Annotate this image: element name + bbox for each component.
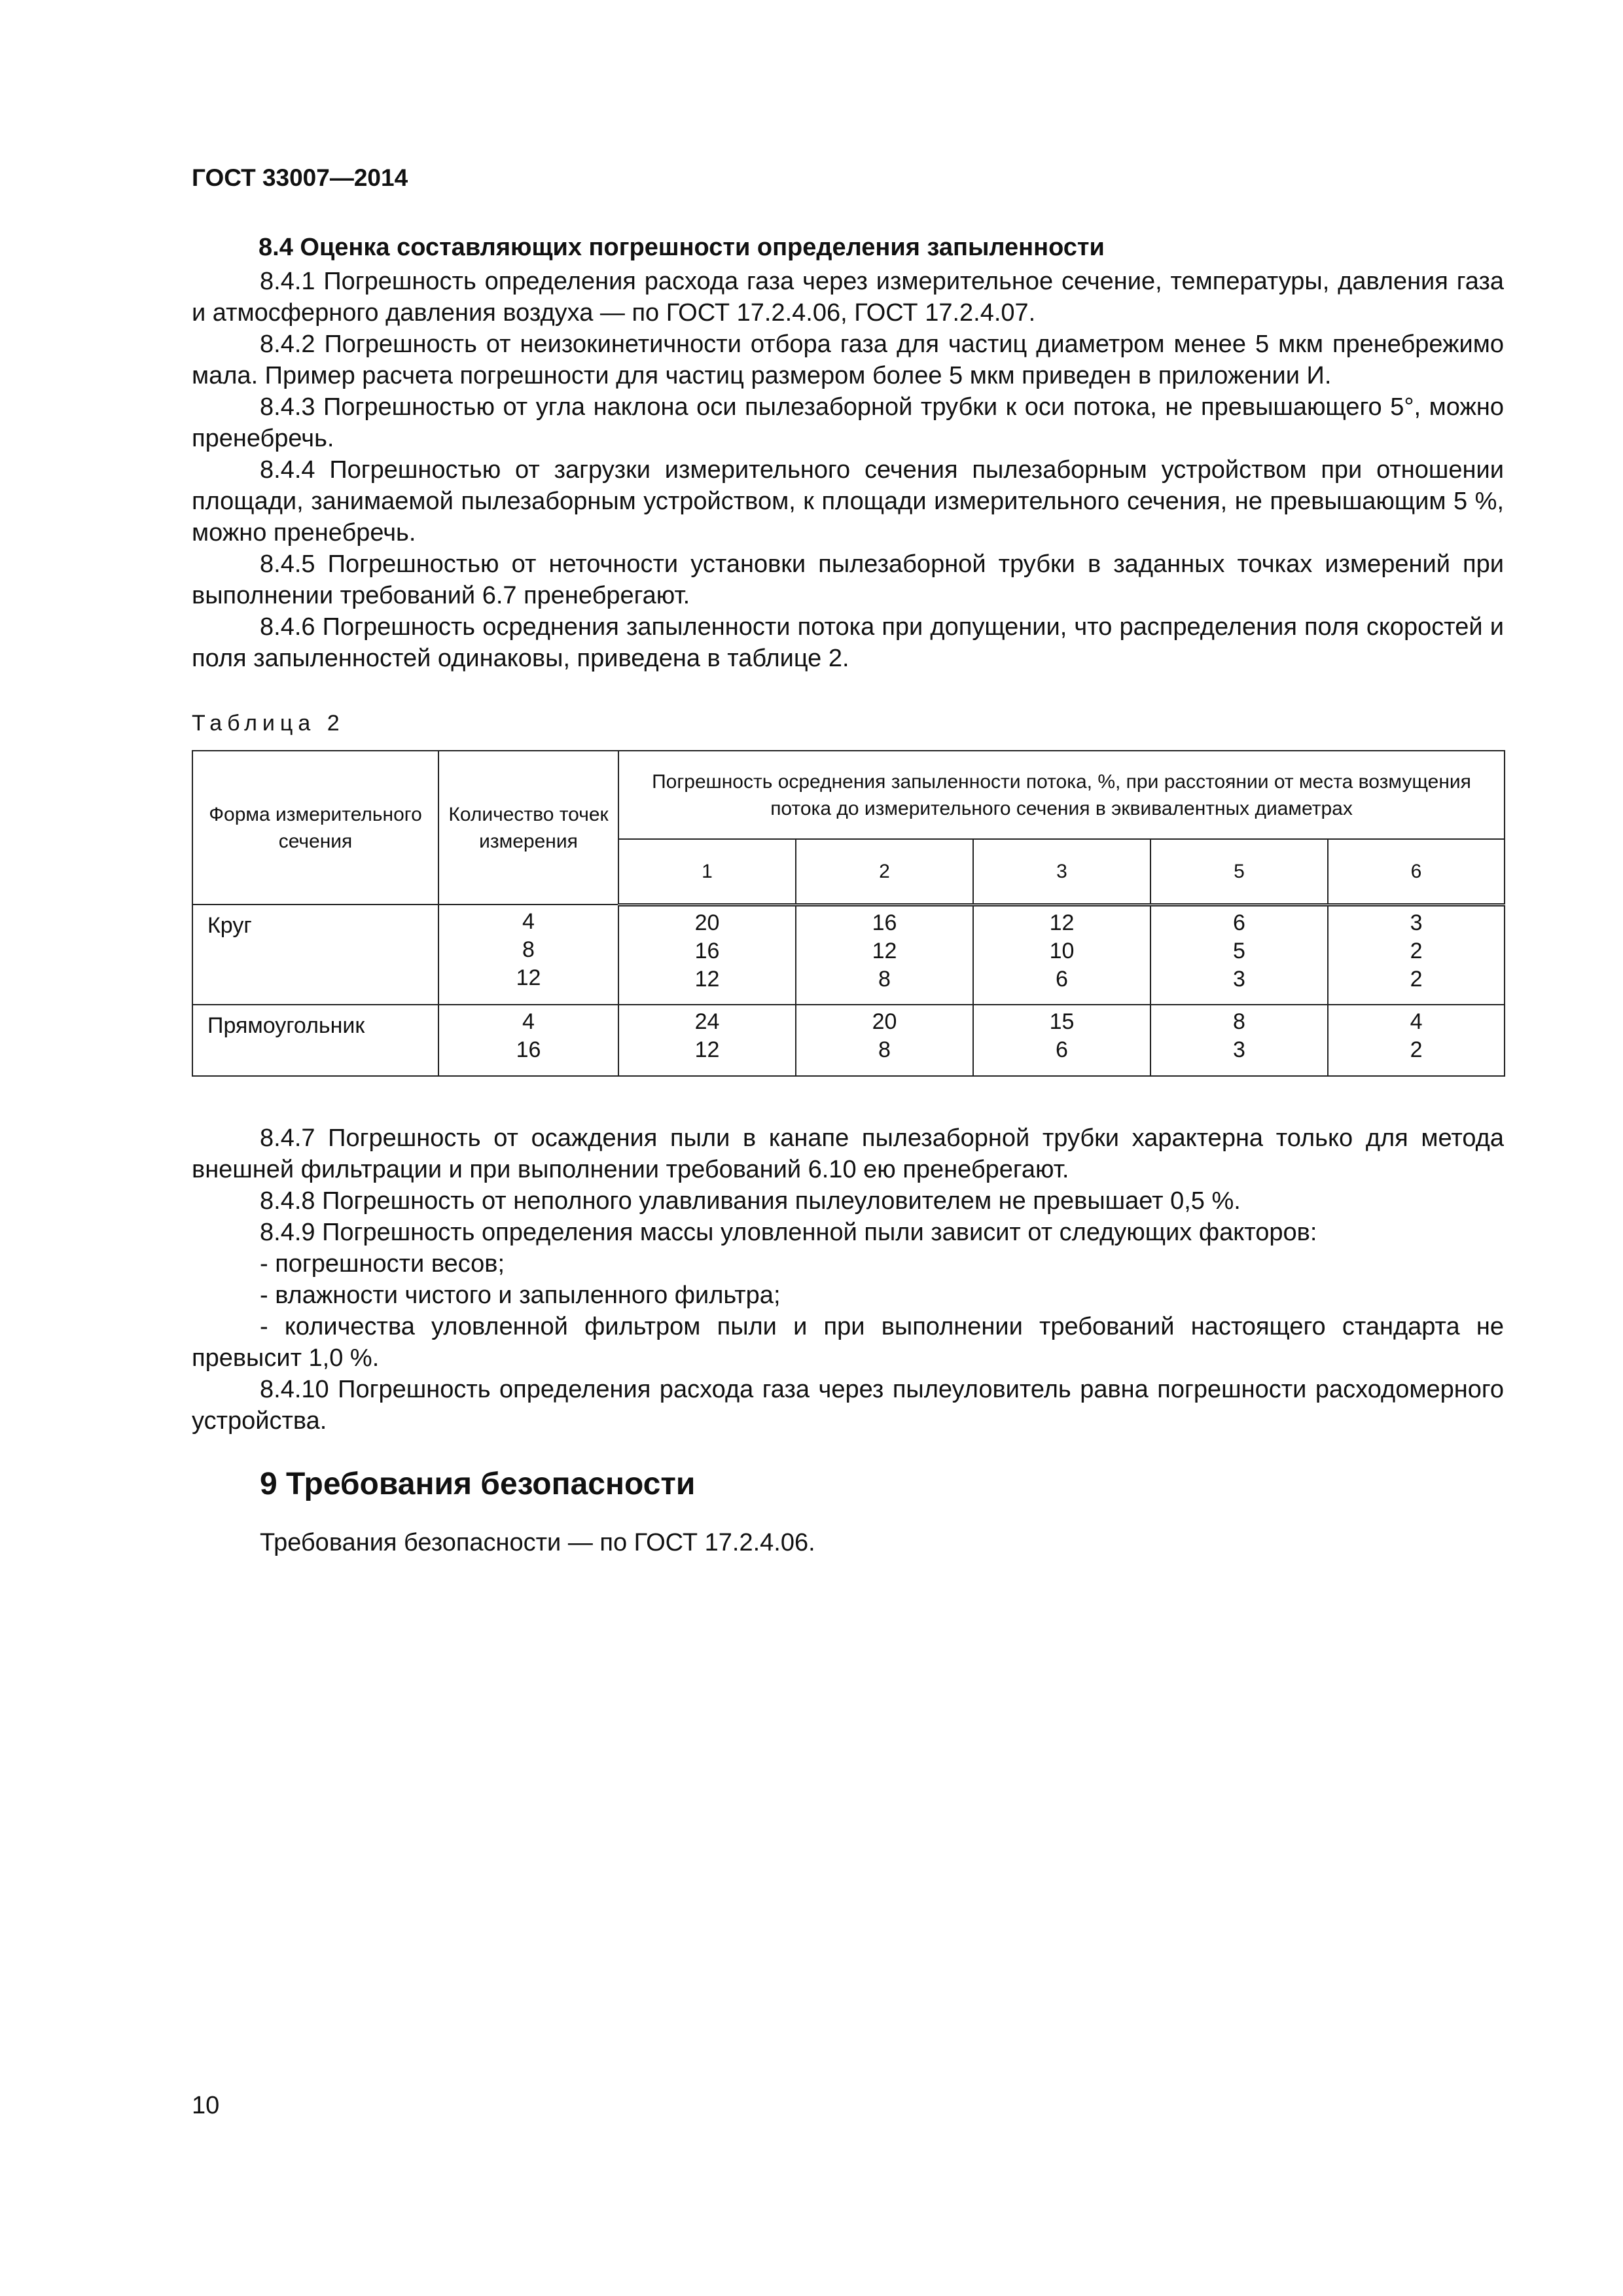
cell-value: 8 — [878, 1037, 891, 1062]
list-item: - влажности чистого и запыленного фильтра; — [260, 1282, 781, 1309]
header-points: Количество точек измерения — [438, 751, 618, 905]
table-caption: Таблица 2 — [192, 711, 345, 736]
cell-value: 8 — [1233, 1009, 1245, 1034]
paragraph-8-4-3: 8.4.3 Погрешностью от угла наклона оси пылезаборной трубки к оси потока, не превышающего 5°, можно пренебречь. — [192, 393, 1504, 452]
section-9-text: Требования безопасности — по ГОСТ 17.2.4.06. — [260, 1529, 815, 1556]
header-form: Форма измерительного сечения — [192, 751, 438, 905]
cell-value: 12 — [872, 938, 897, 963]
cell-value: 16 — [694, 938, 720, 963]
row-points — [438, 905, 618, 1005]
row-values-d3 — [973, 1005, 1150, 1076]
paragraph-8-4-1: 8.4.1 Погрешность определения расхода газа через измерительное сечение, температуры, давления газа и атмосферного давления воздуха — по ГОСТ 17.2.4.06, ГОСТ 17.2.4.07. — [192, 268, 1504, 327]
cell-value: 12 — [516, 965, 541, 990]
paragraph-8-4-2: 8.4.2 Погрешность от неизокинетичности отбора газа для частиц диаметром менее 5 мкм пренебрежимо мала. Пример расчета погрешности для частиц размером более 5 мкм приведен в приложении И. — [192, 331, 1504, 389]
table-row — [192, 905, 1505, 1005]
cell-value: 3 — [1233, 966, 1245, 992]
cell-value: 20 — [872, 1009, 897, 1034]
cell-value: 10 — [1049, 938, 1075, 963]
cell-value: 16 — [872, 910, 897, 935]
paragraph-8-4-8: 8.4.8 Погрешность от неполного улавливания пылеуловителем не превышает 0,5 %. — [260, 1187, 1241, 1215]
cell-value: 4 — [522, 1009, 535, 1034]
cell-value: 20 — [694, 910, 720, 935]
cell-value: 3 — [1233, 1037, 1245, 1062]
row-values-d1 — [618, 905, 796, 1005]
row-form-circle: Круг — [192, 905, 438, 1005]
paragraph-8-4-6: 8.4.6 Погрешность осреднения запыленности потока при допущении, что распределения поля скоростей и поля запыленностей одинаковы, приведена в таблице 2. — [192, 613, 1504, 672]
row-values-d2 — [796, 1005, 973, 1076]
row-values-d2 — [796, 905, 973, 1005]
list-item: - количества уловленной фильтром пыли и при выполнении требований настоящего стандарта не превысит 1,0 %. — [192, 1313, 1504, 1372]
header-distance-6: 6 — [1328, 839, 1505, 905]
page-number: 10 — [192, 2092, 220, 2119]
cell-value: 2 — [1410, 938, 1423, 963]
header-distance-3: 3 — [973, 839, 1150, 905]
cell-value: 6 — [1056, 1037, 1068, 1062]
row-points — [438, 1005, 618, 1076]
header-error: Погрешность осреднения запыленности потока, %, при расстоянии от места возмущения потока до измерительного сечения в эквивалентных диаметрах — [618, 751, 1505, 839]
table-row — [192, 1005, 1505, 1076]
cell-value: 4 — [1410, 1009, 1423, 1034]
header-distance-5: 5 — [1150, 839, 1328, 905]
document-code: ГОСТ 33007—2014 — [192, 164, 408, 191]
cell-value: 12 — [694, 966, 720, 992]
row-values-d1 — [618, 1005, 796, 1076]
cell-value: 8 — [522, 937, 535, 962]
cell-value: 4 — [522, 909, 535, 934]
row-values-d6 — [1328, 905, 1505, 1005]
section-8-4-continued — [192, 1122, 1504, 1437]
error-table — [192, 750, 1505, 1077]
cell-value: 2 — [1410, 966, 1423, 992]
cell-value: 12 — [694, 1037, 720, 1062]
paragraph-8-4-10: 8.4.10 Погрешность определения расхода газа через пылеуловитель равна погрешности расходомерного устройства. — [192, 1376, 1504, 1435]
cell-value: 6 — [1056, 966, 1068, 992]
cell-value: 6 — [1233, 910, 1245, 935]
row-form-rectangle: Прямоугольник — [192, 1005, 438, 1076]
paragraph-8-4-9: 8.4.9 Погрешность определения массы уловленной пыли зависит от следующих факторов: — [260, 1219, 1317, 1246]
section-8-4-body — [192, 266, 1504, 674]
paragraph-8-4-5: 8.4.5 Погрешностью от неточности установки пылезаборной трубки в заданных точках измерений при выполнении требований 6.7 пренебрегают. — [192, 550, 1504, 609]
cell-value: 12 — [1049, 910, 1075, 935]
header-distance-1: 1 — [618, 839, 796, 905]
list-item: - погрешности весов; — [260, 1250, 505, 1278]
cell-value: 5 — [1233, 938, 1245, 963]
cell-value: 8 — [878, 966, 891, 992]
paragraph-8-4-7: 8.4.7 Погрешность от осаждения пыли в канапе пылезаборной трубки характерна только для метода внешней фильтрации и при выполнении требований 6.10 ею пренебрегают. — [192, 1124, 1504, 1183]
row-values-d6 — [1328, 1005, 1505, 1076]
cell-value: 2 — [1410, 1037, 1423, 1062]
cell-value: 16 — [516, 1037, 541, 1062]
document-page — [192, 0, 1504, 2296]
cell-value: 15 — [1049, 1009, 1075, 1034]
section-9-title: 9 Требования безопасности — [260, 1467, 696, 1501]
table-header-row — [192, 751, 1505, 839]
cell-value: 24 — [694, 1009, 720, 1034]
row-values-d3 — [973, 905, 1150, 1005]
header-distance-2: 2 — [796, 839, 973, 905]
cell-value: 3 — [1410, 910, 1423, 935]
section-8-4-title: 8.4 Оценка составляющих погрешности определения запыленности — [259, 234, 1105, 261]
row-values-d5 — [1150, 1005, 1328, 1076]
row-values-d5 — [1150, 905, 1328, 1005]
paragraph-8-4-4: 8.4.4 Погрешностью от загрузки измерительного сечения пылезаборным устройством при отношении площади, занимаемой пылезаборным устройством, к площади измерительного сечения, не превышающим 5 %, можно пренебречь. — [192, 456, 1504, 547]
